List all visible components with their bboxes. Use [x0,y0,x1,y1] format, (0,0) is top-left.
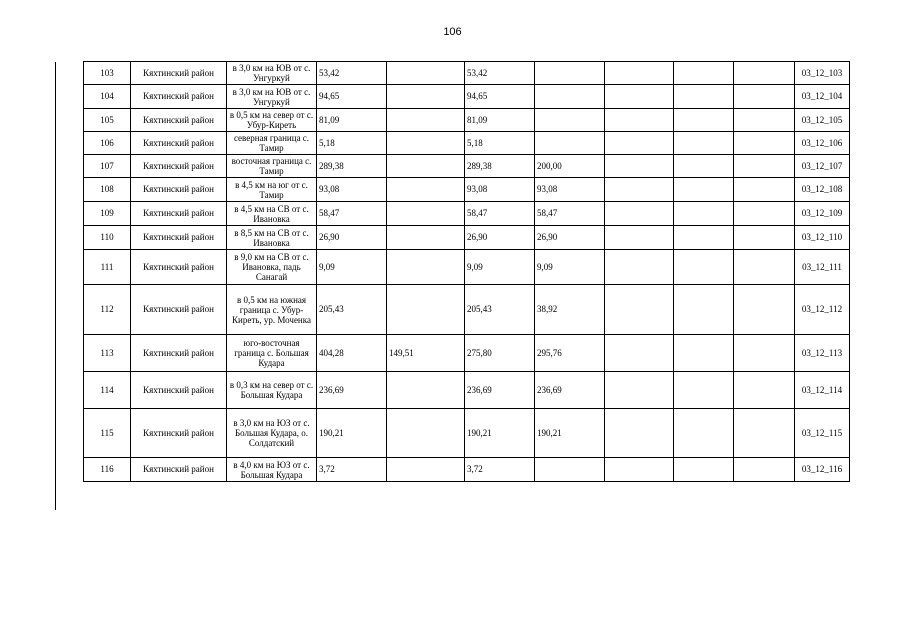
district-name: Кяхтинский район [131,62,227,85]
value-col-6 [674,372,734,409]
table-row [84,250,850,285]
row-number: 103 [84,62,131,85]
row-number: 111 [84,250,131,285]
table-row [84,178,850,202]
value-col-3: 236,69 [465,372,535,409]
value-col-6 [674,409,734,458]
table-row [84,132,850,155]
object-code: 03_12_113 [795,335,850,372]
value-col-6 [674,132,734,155]
value-col-4: 9,09 [535,250,605,285]
value-col-7 [734,226,795,250]
object-code: 03_12_107 [795,155,850,178]
object-code: 03_12_105 [795,109,850,132]
district-name: Кяхтинский район [131,250,227,285]
value-col-3: 94,65 [465,85,535,109]
value-col-4: 295,76 [535,335,605,372]
value-col-1: 190,21 [317,409,387,458]
district-name: Кяхтинский район [131,285,227,335]
value-col-6 [674,335,734,372]
row-number: 108 [84,178,131,202]
value-col-3: 205,43 [465,285,535,335]
value-col-5 [605,85,674,109]
row-number: 116 [84,458,131,482]
table-row [84,372,850,409]
value-col-1: 26,90 [317,226,387,250]
location-description: восточная граница с. Тамир [227,155,317,178]
value-col-7 [734,178,795,202]
table-body [84,62,850,482]
value-col-5 [605,132,674,155]
value-col-6 [674,178,734,202]
value-col-1: 9,09 [317,250,387,285]
value-col-2 [387,109,465,132]
value-col-7 [734,285,795,335]
value-col-2 [387,226,465,250]
value-col-4: 26,90 [535,226,605,250]
table-row [84,155,850,178]
object-code: 03_12_115 [795,409,850,458]
district-name: Кяхтинский район [131,109,227,132]
value-col-1: 289,38 [317,155,387,178]
value-col-5 [605,62,674,85]
value-col-1: 236,69 [317,372,387,409]
land-plots-table [83,61,850,482]
value-col-1: 81,09 [317,109,387,132]
object-code: 03_12_103 [795,62,850,85]
value-col-3: 53,42 [465,62,535,85]
value-col-3: 81,09 [465,109,535,132]
value-col-7 [734,250,795,285]
value-col-4: 93,08 [535,178,605,202]
value-col-5 [605,458,674,482]
value-col-1: 205,43 [317,285,387,335]
value-col-5 [605,202,674,226]
district-name: Кяхтинский район [131,226,227,250]
district-name: Кяхтинский район [131,202,227,226]
value-col-5 [605,409,674,458]
location-description: в 3,0 км на ЮВ от с. Унгуркуй [227,62,317,85]
table-row [84,409,850,458]
value-col-2 [387,132,465,155]
row-number: 115 [84,409,131,458]
value-col-1: 5,18 [317,132,387,155]
value-col-6 [674,250,734,285]
value-col-5 [605,109,674,132]
district-name: Кяхтинский район [131,372,227,409]
district-name: Кяхтинский район [131,409,227,458]
value-col-1: 93,08 [317,178,387,202]
value-col-7 [734,335,795,372]
object-code: 03_12_104 [795,85,850,109]
table-row [84,335,850,372]
object-code: 03_12_110 [795,226,850,250]
value-col-6 [674,85,734,109]
value-col-7 [734,202,795,226]
table-row [84,85,850,109]
row-number: 107 [84,155,131,178]
value-col-6 [674,155,734,178]
value-col-3: 190,21 [465,409,535,458]
value-col-4 [535,458,605,482]
value-col-2 [387,250,465,285]
table-row [84,62,850,85]
value-col-7 [734,155,795,178]
value-col-5 [605,226,674,250]
row-number: 112 [84,285,131,335]
value-col-6 [674,458,734,482]
location-description: в 3,0 км на ЮЗ от с. Большая Кудара, о. Солдатский [227,409,317,458]
value-col-1: 404,28 [317,335,387,372]
value-col-5 [605,335,674,372]
value-col-5 [605,178,674,202]
value-col-7 [734,132,795,155]
value-col-3: 93,08 [465,178,535,202]
row-number: 104 [84,85,131,109]
value-col-4 [535,85,605,109]
value-col-6 [674,109,734,132]
object-code: 03_12_108 [795,178,850,202]
value-col-4 [535,109,605,132]
object-code: 03_12_106 [795,132,850,155]
value-col-2 [387,458,465,482]
location-description: в 0,5 км на южная граница с. Убур-Киреть, ур. Моченка [227,285,317,335]
value-col-1: 3,72 [317,458,387,482]
object-code: 03_12_116 [795,458,850,482]
value-col-7 [734,409,795,458]
location-description: в 0,3 км на север от с. Большая Кудара [227,372,317,409]
value-col-7 [734,62,795,85]
row-number: 106 [84,132,131,155]
object-code: 03_12_109 [795,202,850,226]
value-col-2 [387,62,465,85]
table-row [84,109,850,132]
row-number: 110 [84,226,131,250]
value-col-3: 3,72 [465,458,535,482]
value-col-4: 38,92 [535,285,605,335]
value-col-7 [734,458,795,482]
row-number: 109 [84,202,131,226]
table-row [84,202,850,226]
value-col-5 [605,285,674,335]
value-col-6 [674,62,734,85]
value-col-7 [734,372,795,409]
location-description: в 0,5 км на север от с. Убур-Киреть [227,109,317,132]
location-description: в 9,0 км на СВ от с. Ивановка, падь Санагай [227,250,317,285]
location-description: в 4,0 км на ЮЗ от с. Большая Кудара [227,458,317,482]
page-number: 106 [443,26,462,38]
value-col-3: 58,47 [465,202,535,226]
value-col-4 [535,62,605,85]
value-col-5 [605,372,674,409]
object-code: 03_12_112 [795,285,850,335]
value-col-2 [387,409,465,458]
value-col-1: 53,42 [317,62,387,85]
table-row [84,285,850,335]
value-col-3: 9,09 [465,250,535,285]
value-col-4: 190,21 [535,409,605,458]
value-col-3: 26,90 [465,226,535,250]
table-row [84,458,850,482]
value-col-3: 289,38 [465,155,535,178]
value-col-4 [535,132,605,155]
value-col-1: 58,47 [317,202,387,226]
value-col-2: 149,51 [387,335,465,372]
table-row [84,226,850,250]
object-code: 03_12_114 [795,372,850,409]
value-col-6 [674,202,734,226]
row-number: 114 [84,372,131,409]
district-name: Кяхтинский район [131,132,227,155]
district-name: Кяхтинский район [131,178,227,202]
district-name: Кяхтинский район [131,85,227,109]
value-col-2 [387,202,465,226]
district-name: Кяхтинский район [131,458,227,482]
value-col-6 [674,226,734,250]
margin-rule [55,62,56,510]
value-col-2 [387,178,465,202]
row-number: 105 [84,109,131,132]
value-col-4: 58,47 [535,202,605,226]
value-col-6 [674,285,734,335]
location-description: в 8,5 км на СВ от с. Ивановка [227,226,317,250]
value-col-2 [387,155,465,178]
district-name: Кяхтинский район [131,335,227,372]
value-col-7 [734,85,795,109]
value-col-5 [605,250,674,285]
value-col-2 [387,372,465,409]
value-col-3: 275,80 [465,335,535,372]
object-code: 03_12_111 [795,250,850,285]
value-col-5 [605,155,674,178]
value-col-1: 94,65 [317,85,387,109]
row-number: 113 [84,335,131,372]
value-col-4: 236,69 [535,372,605,409]
district-name: Кяхтинский район [131,155,227,178]
value-col-2 [387,85,465,109]
location-description: юго-восточная граница с. Большая Кудара [227,335,317,372]
value-col-2 [387,285,465,335]
location-description: в 4,5 км на СВ от с. Ивановка [227,202,317,226]
location-description: в 3,0 км на ЮВ от с. Унгуркуй [227,85,317,109]
location-description: северная граница с. Тамир [227,132,317,155]
value-col-7 [734,109,795,132]
value-col-3: 5,18 [465,132,535,155]
location-description: в 4,5 км на юг от с. Тамир [227,178,317,202]
value-col-4: 200,00 [535,155,605,178]
